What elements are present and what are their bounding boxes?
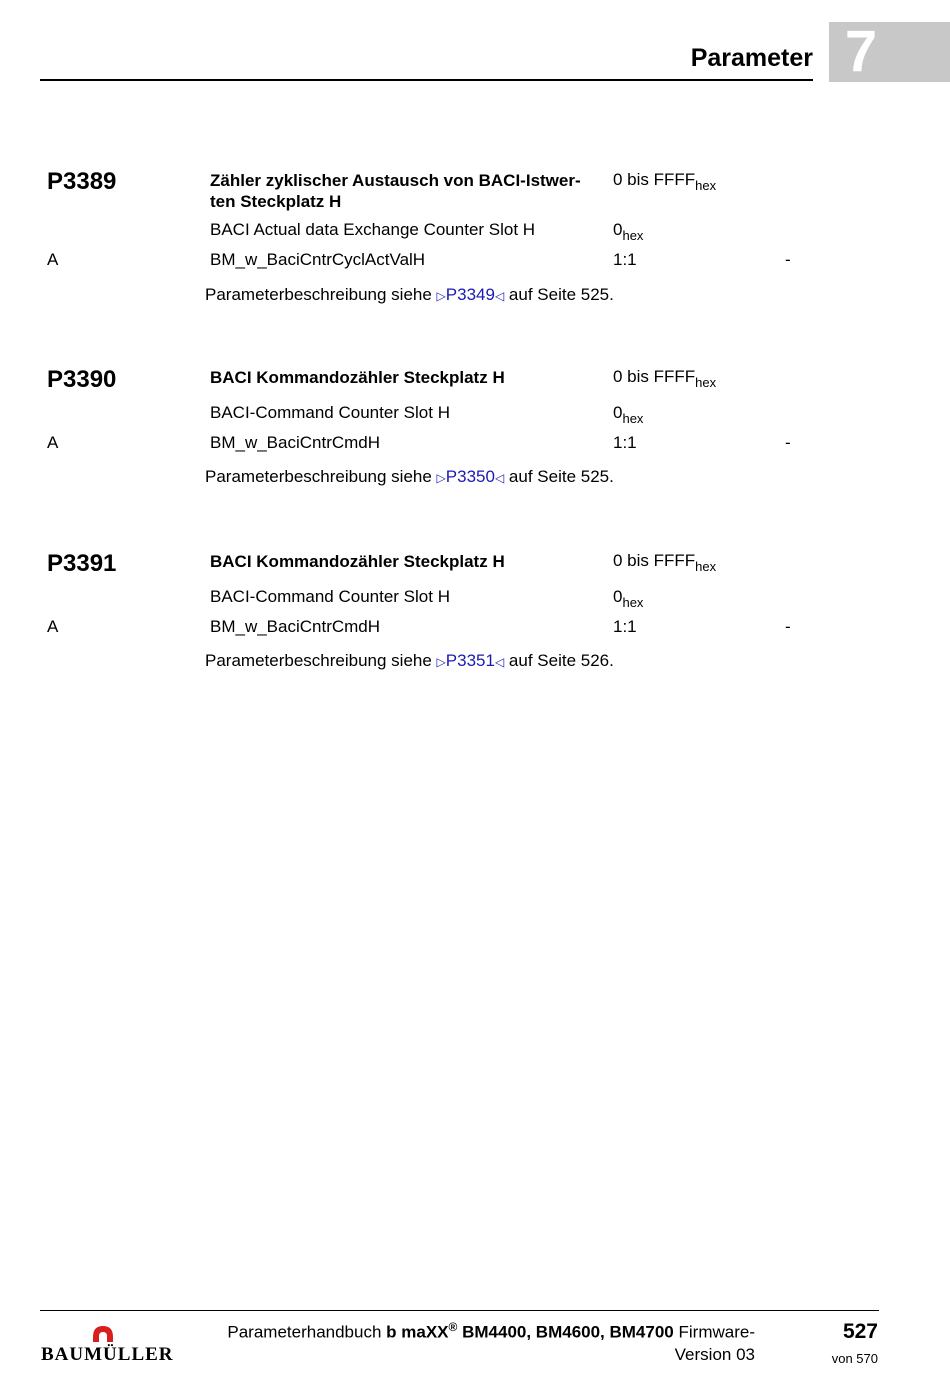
parameter-default: $0_{hex}$ xyxy=(613,587,644,610)
parameter-factor: 1:1 xyxy=(613,433,637,452)
parameter-variable: BM_w_BaciCntrCmdH xyxy=(210,433,381,452)
parameter-unit: - xyxy=(785,250,791,269)
baumueller-logo-text: BAUMÜLLER xyxy=(41,1344,174,1365)
parameter-range: 0 bis $FFFF_{hex}$ xyxy=(613,367,717,390)
parameter-translation: BACI-Command Counter Slot H xyxy=(210,403,450,422)
parameter-link[interactable]: ▷P3350◁ xyxy=(436,467,505,486)
parameter-factor: 1:1 xyxy=(613,617,637,636)
parameter-variable: BM_w_BaciCntrCyclActValH xyxy=(210,250,426,269)
parameter-default: $0_{hex}$ xyxy=(613,403,644,426)
parameter-description: Parameterbeschreibung siehe ▷P3349◁ auf Seite 525. xyxy=(205,285,614,304)
parameter-id: P3390 xyxy=(47,366,117,393)
parameter-translation: BACI-Command Counter Slot H xyxy=(210,587,450,606)
parameter-access: A xyxy=(47,250,59,269)
footer-document-title: Parameterhandbuch b maXX® BM4400, BM4600, BM4700 Firmware- xyxy=(227,1320,755,1342)
link-end-triangle-icon: ◁ xyxy=(494,471,505,485)
page-total: von 570 xyxy=(831,1351,878,1366)
parameter-unit: - xyxy=(785,433,791,452)
parameter-name: BACI Kommandozähler Steckplatz H xyxy=(210,552,505,571)
header-divider xyxy=(40,79,813,81)
footer-divider xyxy=(40,1310,879,1311)
page-number: 527 xyxy=(842,1320,878,1343)
parameter-id: P3391 xyxy=(47,550,117,577)
parameter-block xyxy=(0,366,950,526)
baumueller-logo-icon xyxy=(90,1323,116,1343)
parameter-name: Zähler zyklischer Austausch von BACI-Istwer- ten Steckplatz H xyxy=(210,171,581,211)
parameter-block xyxy=(0,168,950,328)
parameter-factor: 1:1 xyxy=(613,250,637,269)
link-start-triangle-icon: ▷ xyxy=(436,289,446,303)
link-start-triangle-icon: ▷ xyxy=(436,655,446,669)
parameter-range: 0 bis $FFFF_{hex}$ xyxy=(613,551,717,574)
footer-version: Version 03 xyxy=(674,1345,755,1364)
link-start-triangle-icon: ▷ xyxy=(436,471,446,485)
parameter-variable: BM_w_BaciCntrCmdH xyxy=(210,617,381,636)
parameter-range: 0 bis $FFFF_{hex}$ xyxy=(613,170,717,193)
parameter-description: Parameterbeschreibung siehe ▷P3351◁ auf Seite 526. xyxy=(205,651,614,670)
link-end-triangle-icon: ◁ xyxy=(494,655,505,669)
parameter-unit: - xyxy=(785,617,791,636)
parameter-description: Parameterbeschreibung siehe ▷P3350◁ auf Seite 525. xyxy=(205,467,614,486)
parameter-access: A xyxy=(47,617,59,636)
parameter-link[interactable]: ▷P3349◁ xyxy=(436,285,505,304)
parameter-translation: BACI Actual data Exchange Counter Slot H xyxy=(210,220,536,239)
chapter-number: 7 xyxy=(844,19,878,84)
link-end-triangle-icon: ◁ xyxy=(494,289,505,303)
page-header-title: Parameter xyxy=(690,44,813,72)
parameter-link[interactable]: ▷P3351◁ xyxy=(436,651,505,670)
parameter-access: A xyxy=(47,433,59,452)
parameter-id: P3389 xyxy=(47,168,117,195)
parameter-name: BACI Kommandozähler Steckplatz H xyxy=(210,368,505,387)
parameter-block xyxy=(0,550,950,710)
parameter-default: $0_{hex}$ xyxy=(613,220,644,243)
